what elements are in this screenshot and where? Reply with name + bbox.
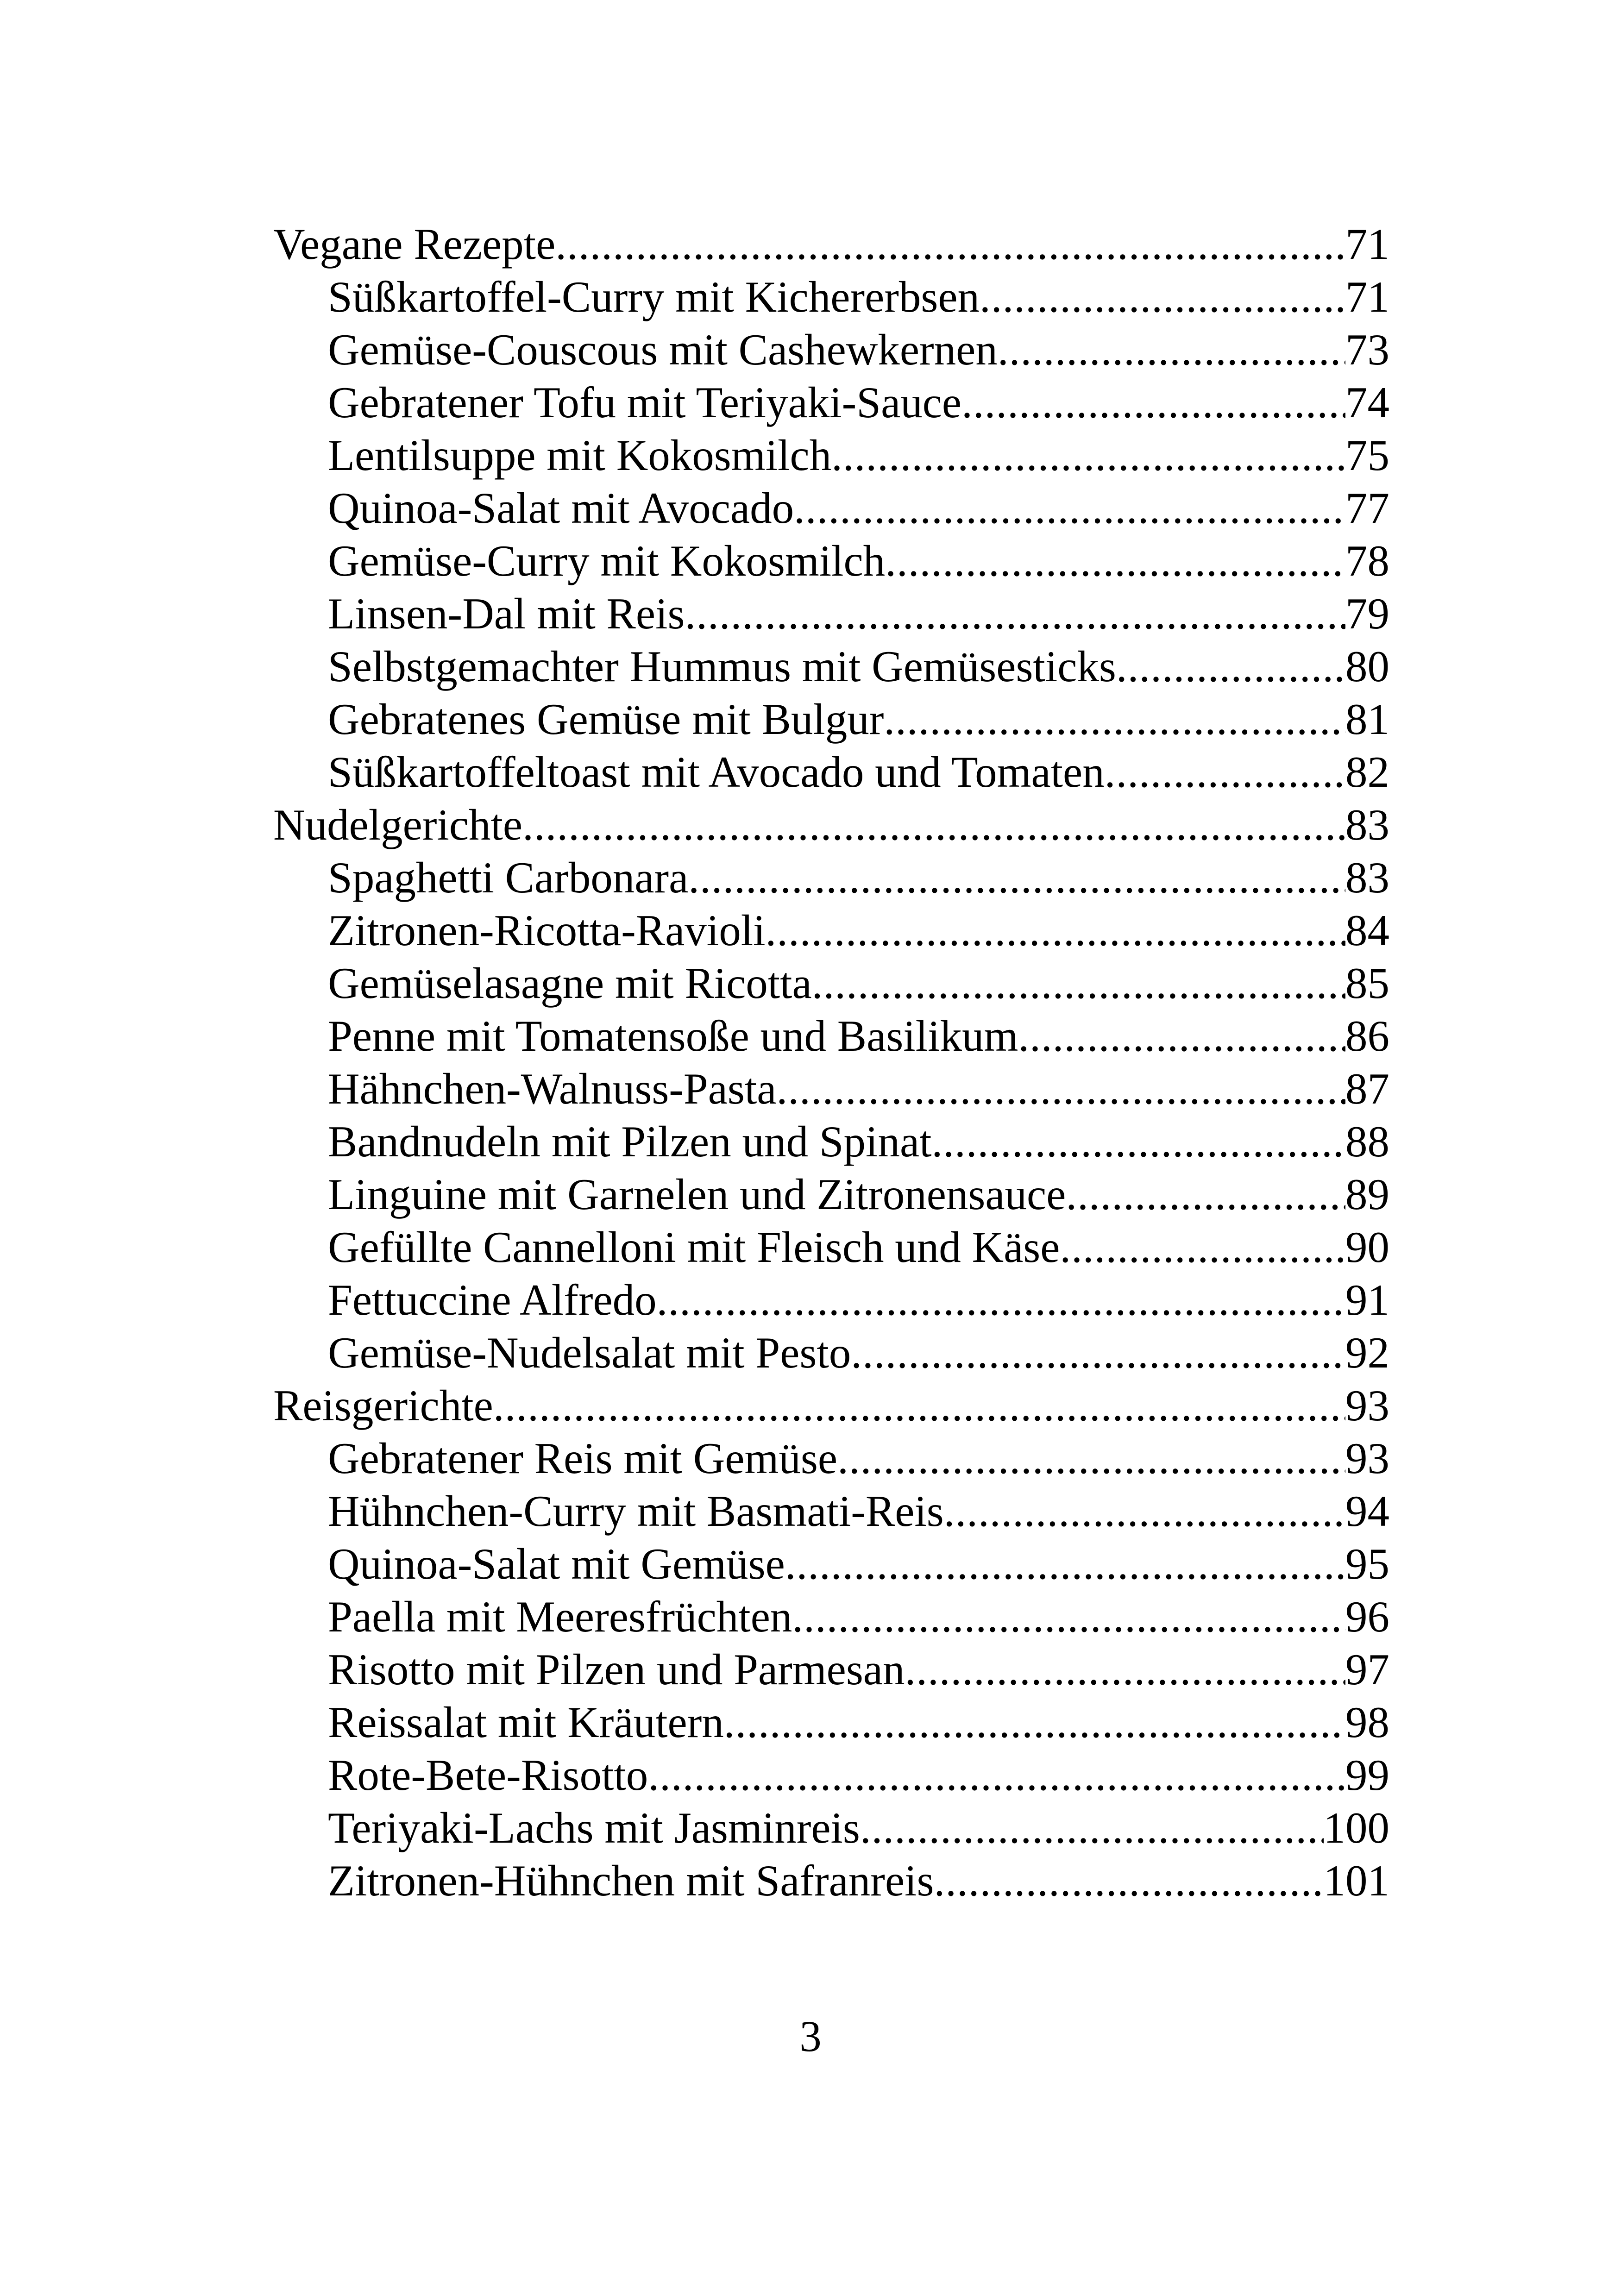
toc-entry-page: 82 [1345,747,1389,797]
toc-entry-page: 84 [1345,906,1389,955]
toc-entry-title: Hähnchen-Walnuss-Pasta [328,1064,777,1113]
toc-recipe-entry [273,640,1389,693]
toc-entry-title: Linguine mit Garnelen und Zitronensauce [328,1170,1066,1219]
toc-dot-leader [555,218,1345,270]
toc-dot-leader [885,534,1345,587]
toc-entry-title: Süßkartoffeltoast mit Avocado und Tomaten [328,747,1105,797]
toc-recipe-entry [273,587,1389,640]
toc-recipe-entry [273,376,1389,429]
toc-entry-title: Fettuccine Alfredo [328,1275,657,1324]
toc-recipe-entry [273,1010,1389,1062]
toc-recipe-entry [273,904,1389,957]
toc-entry-title: Hühnchen-Curry mit Basmati-Reis [328,1487,944,1536]
toc-recipe-entry [273,1537,1389,1590]
toc-dot-leader [980,270,1345,323]
toc-entry-page: 96 [1345,1592,1389,1641]
toc-entry-title: Süßkartoffel-Curry mit Kichererbsen [328,272,980,321]
toc-entry-title: Gebratener Reis mit Gemüse [328,1434,838,1483]
toc-entry-title: Reissalat mit Kräutern [328,1698,724,1747]
toc-entry-page: 80 [1345,642,1389,691]
toc-recipe-entry [273,1168,1389,1221]
toc-dot-leader [884,693,1345,746]
toc-entry-title: Gemüse-Couscous mit Cashewkernen [328,325,998,374]
toc-dot-leader [905,1643,1345,1696]
toc-entry-page: 95 [1345,1539,1389,1588]
toc-recipe-entry [273,1643,1389,1696]
toc-recipe-entry [273,482,1389,534]
toc-entry-page: 93 [1345,1381,1389,1430]
toc-recipe-entry [273,1273,1389,1326]
toc-entry-title: Risotto mit Pilzen und Parmesan [328,1645,905,1694]
toc-dot-leader [688,851,1345,904]
toc-entry-page: 87 [1345,1064,1389,1113]
toc-entry-title: Lentilsuppe mit Kokosmilch [328,431,832,480]
toc-entry-page: 75 [1345,431,1389,480]
toc-entry-title: Gebratenes Gemüse mit Bulgur [328,695,884,744]
toc-entry-title: Teriyaki-Lachs mit Jasminreis [328,1803,860,1852]
toc-recipe-entry [273,1326,1389,1379]
toc-recipe-entry [273,1854,1389,1907]
toc-dot-leader [860,1801,1324,1854]
toc-recipe-entry [273,1485,1389,1537]
table-of-contents [273,218,1389,1907]
toc-section-entry [273,798,1389,851]
toc-dot-leader [851,1326,1345,1379]
toc-dot-leader [794,482,1345,534]
toc-entry-title: Gemüse-Curry mit Kokosmilch [328,536,886,585]
toc-recipe-entry [273,429,1389,482]
toc-recipe-entry [273,1801,1389,1854]
toc-entry-title: Zitronen-Hühnchen mit Safranreis [328,1856,934,1905]
toc-entry-page: 100 [1323,1803,1389,1852]
toc-dot-leader [685,587,1345,640]
toc-entry-page: 90 [1345,1223,1389,1272]
toc-entry-page: 73 [1345,325,1389,374]
toc-entry-page: 88 [1345,1117,1389,1166]
toc-recipe-entry [273,693,1389,746]
toc-entry-page: 99 [1345,1750,1389,1800]
toc-dot-leader [998,323,1345,376]
toc-recipe-entry [273,1432,1389,1485]
toc-recipe-entry [273,1590,1389,1643]
toc-dot-leader [1060,1221,1345,1273]
toc-dot-leader [1018,1010,1345,1062]
toc-dot-leader [812,957,1345,1010]
toc-entry-page: 71 [1345,220,1389,269]
toc-entry-title: Nudelgerichte [273,800,523,849]
toc-dot-leader [792,1590,1345,1643]
toc-recipe-entry [273,1696,1389,1749]
toc-entry-title: Quinoa-Salat mit Gemüse [328,1539,785,1588]
toc-entry-page: 83 [1345,800,1389,849]
toc-recipe-entry [273,1749,1389,1801]
toc-dot-leader [648,1749,1345,1801]
toc-entry-title: Rote-Bete-Risotto [328,1750,648,1800]
toc-dot-leader [831,429,1345,482]
toc-dot-leader [657,1273,1345,1326]
toc-entry-page: 89 [1345,1170,1389,1219]
toc-entry-title: Gemüselasagne mit Ricotta [328,959,812,1008]
toc-entry-title: Selbstgemachter Hummus mit Gemüsesticks [328,642,1116,691]
toc-section-entry [273,1379,1389,1432]
toc-entry-page: 85 [1345,959,1389,1008]
toc-dot-leader [1066,1168,1345,1221]
toc-recipe-entry [273,1115,1389,1168]
toc-entry-title: Linsen-Dal mit Reis [328,589,685,638]
toc-recipe-entry [273,534,1389,587]
toc-section-entry [273,218,1389,270]
toc-entry-title: Gefüllte Cannelloni mit Fleisch und Käse [328,1223,1060,1272]
toc-entry-page: 77 [1345,483,1389,533]
toc-entry-title: Penne mit Tomatensoße und Basilikum [328,1011,1018,1060]
toc-entry-page: 91 [1345,1275,1389,1324]
toc-entry-title: Spaghetti Carbonara [328,853,689,902]
toc-entry-title: Gemüse-Nudelsalat mit Pesto [328,1328,851,1377]
toc-entry-page: 86 [1345,1011,1389,1060]
toc-dot-leader [1105,746,1345,798]
toc-dot-leader [934,1854,1323,1907]
toc-recipe-entry [273,957,1389,1010]
toc-dot-leader [837,1432,1345,1485]
toc-entry-page: 94 [1345,1487,1389,1536]
toc-entry-title: Gebratener Tofu mit Teriyaki-Sauce [328,378,962,427]
toc-entry-title: Zitronen-Ricotta-Ravioli [328,906,766,955]
toc-entry-page: 78 [1345,536,1389,585]
toc-entry-title: Paella mit Meeresfrüchten [328,1592,792,1641]
toc-entry-page: 97 [1345,1645,1389,1694]
toc-entry-page: 71 [1345,272,1389,321]
toc-recipe-entry [273,1062,1389,1115]
toc-recipe-entry [273,746,1389,798]
toc-entry-page: 101 [1323,1856,1389,1905]
toc-dot-leader [776,1062,1345,1115]
toc-recipe-entry [273,323,1389,376]
page-number: 3 [799,2012,822,2061]
toc-dot-leader [522,798,1345,851]
toc-entry-page: 74 [1345,378,1389,427]
toc-entry-page: 92 [1345,1328,1389,1377]
toc-entry-title: Quinoa-Salat mit Avocado [328,483,794,533]
toc-dot-leader [724,1696,1345,1749]
toc-entry-page: 79 [1345,589,1389,638]
toc-entry-page: 93 [1345,1434,1389,1483]
toc-entry-title: Bandnudeln mit Pilzen und Spinat [328,1117,932,1166]
toc-entry-page: 98 [1345,1698,1389,1747]
toc-dot-leader [1116,640,1345,693]
toc-entry-title: Reisgerichte [273,1381,493,1430]
toc-dot-leader [493,1379,1345,1432]
toc-dot-leader [961,376,1345,429]
toc-recipe-entry [273,270,1389,323]
toc-dot-leader [765,904,1345,957]
toc-dot-leader [944,1485,1345,1537]
toc-entry-page: 83 [1345,853,1389,902]
toc-dot-leader [932,1115,1345,1168]
toc-recipe-entry [273,1221,1389,1273]
toc-dot-leader [785,1537,1345,1590]
toc-entry-title: Vegane Rezepte [273,220,556,269]
toc-recipe-entry [273,851,1389,904]
toc-entry-page: 81 [1345,695,1389,744]
